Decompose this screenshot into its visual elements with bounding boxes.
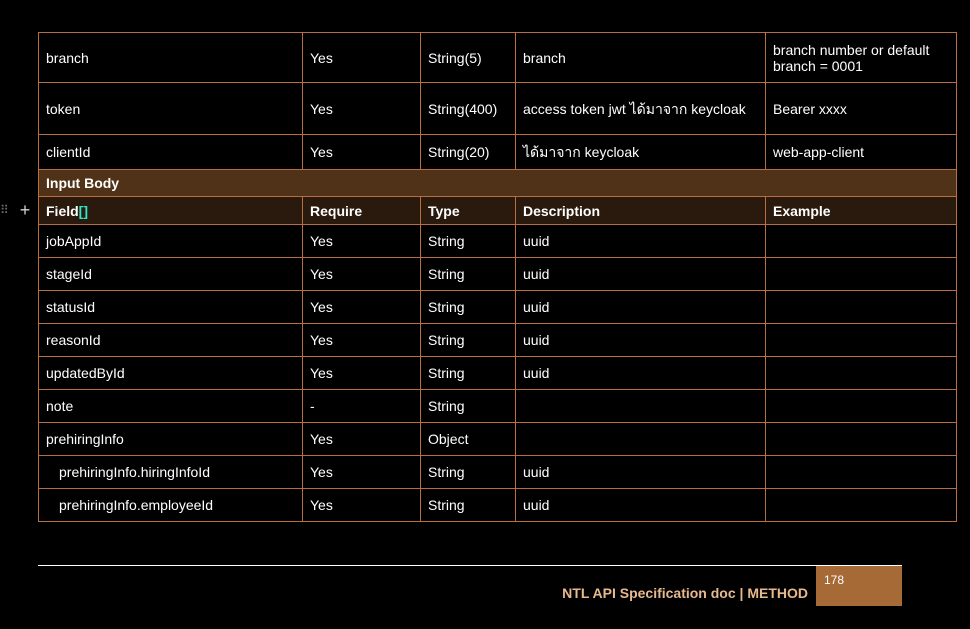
field-description: uuid [516,357,766,390]
array-bracket-label: [] [78,202,88,219]
footer-divider [38,565,902,566]
table-row [39,291,957,324]
header-param-row [39,33,957,83]
field-name: jobAppId [39,225,303,258]
param-field: clientId [39,135,303,170]
field-name: note [39,390,303,423]
column-header-field [39,197,303,225]
header-param-row [39,135,957,170]
field-name: stageId [39,258,303,291]
field-type: Object [421,423,516,456]
field-example [766,258,957,291]
field-require: Yes [303,456,421,489]
field-type: String [421,225,516,258]
field-example [766,423,957,456]
table-row [39,357,957,390]
param-require: Yes [303,83,421,135]
field-name: reasonId [39,324,303,357]
field-description: uuid [516,291,766,324]
page-number-box [816,566,902,606]
column-header-require: Require [303,197,421,225]
param-example: Bearer xxxx [766,83,957,135]
field-type: String [421,258,516,291]
field-example [766,489,957,522]
field-example [766,225,957,258]
field-require: Yes [303,291,421,324]
param-example: web-app-client [766,135,957,170]
field-description: uuid [516,258,766,291]
field-require: Yes [303,258,421,291]
drag-handle-icon[interactable]: ⠿ [0,203,7,217]
input-body-section-row [39,170,957,197]
table-row [39,489,957,522]
field-require: Yes [303,489,421,522]
field-example [766,291,957,324]
param-field: branch [39,33,303,83]
field-type: String [421,291,516,324]
column-header-field-label: Field [46,202,79,219]
page-number: 178 [824,573,845,587]
section-title: Input Body [39,170,957,197]
header-param-row [39,83,957,135]
field-type: String [421,390,516,423]
table-row [39,390,957,423]
param-example: branch number or default branch = 0001 [766,33,957,83]
column-header-row [39,197,957,225]
footer-title: NTL API Specification doc | METHOD [562,585,808,601]
param-description: access token jwt ได้มาจาก keycloak [516,83,766,135]
field-description: uuid [516,456,766,489]
column-header-example: Example [766,197,957,225]
column-header-type: Type [421,197,516,225]
field-example [766,456,957,489]
param-require: Yes [303,33,421,83]
param-type: String(20) [421,135,516,170]
param-description: branch [516,33,766,83]
field-type: String [421,489,516,522]
field-type: String [421,456,516,489]
field-description: uuid [516,489,766,522]
add-row-plus-icon[interactable]: + [19,200,31,220]
field-description: uuid [516,225,766,258]
field-description [516,390,766,423]
field-name: prehiringInfo.hiringInfoId [39,456,303,489]
field-description [516,423,766,456]
table-row [39,324,957,357]
field-require: - [303,390,421,423]
field-require: Yes [303,225,421,258]
field-type: String [421,324,516,357]
field-example [766,357,957,390]
param-type: String(5) [421,33,516,83]
param-type: String(400) [421,83,516,135]
table-row [39,258,957,291]
field-name: prehiringInfo [39,423,303,456]
field-example [766,390,957,423]
column-header-description: Description [516,197,766,225]
param-field: token [39,83,303,135]
field-example [766,324,957,357]
field-type: String [421,357,516,390]
param-description: ได้มาจาก keycloak [516,135,766,170]
field-require: Yes [303,423,421,456]
field-name: prehiringInfo.employeeId [39,489,303,522]
field-description: uuid [516,324,766,357]
field-name: updatedById [39,357,303,390]
table-row [39,456,957,489]
table-row [39,423,957,456]
table-row [39,225,957,258]
field-require: Yes [303,357,421,390]
field-name: statusId [39,291,303,324]
param-require: Yes [303,135,421,170]
field-require: Yes [303,324,421,357]
api-spec-table [38,32,957,522]
